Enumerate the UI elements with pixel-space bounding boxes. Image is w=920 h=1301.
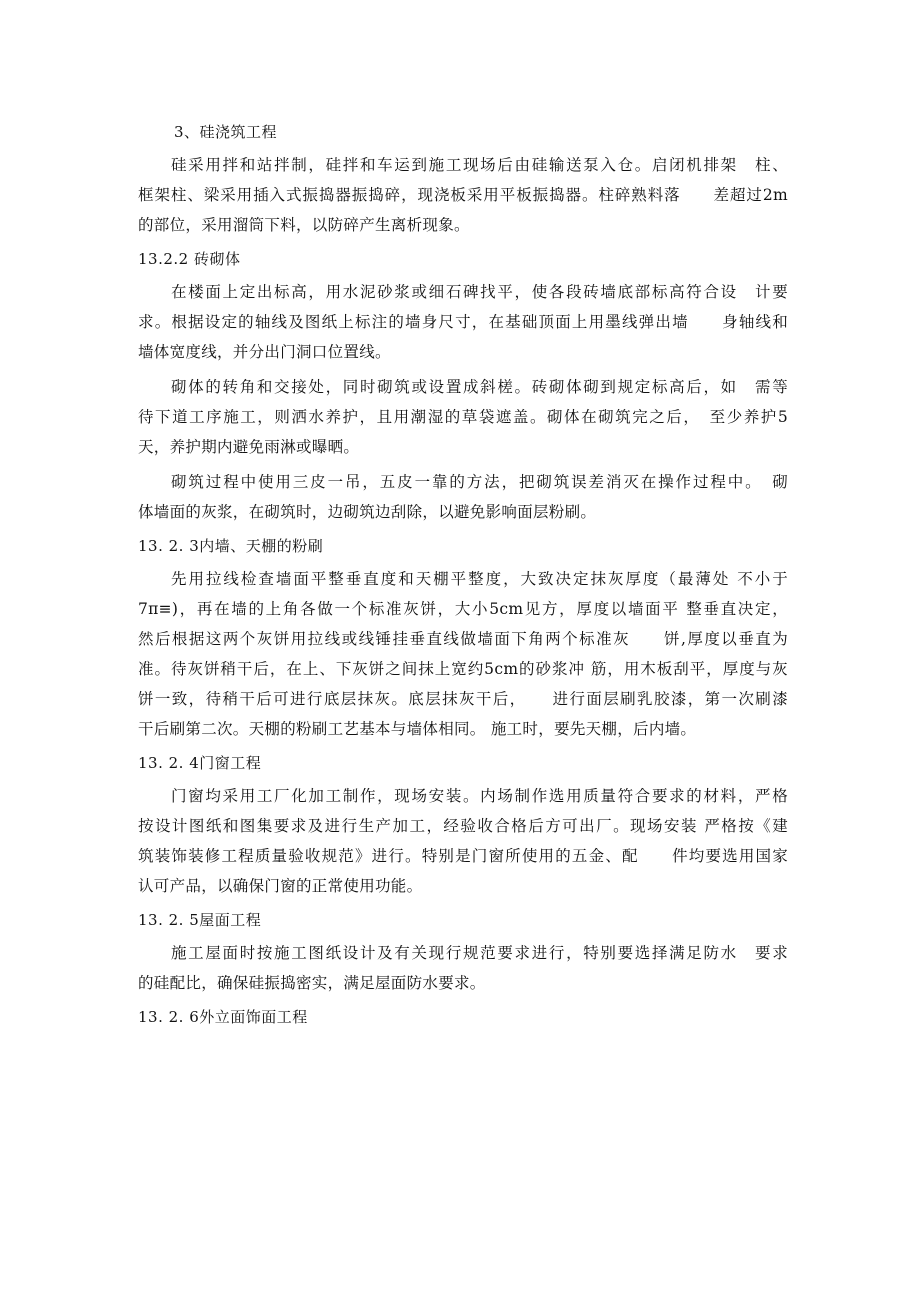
paragraph-line: 天，养护期内避免雨淋或曝晒。: [138, 438, 360, 456]
paragraph-line: 7π≡)，再在墙的上角各做一个标准灰饼，大小5cm见方，厚度以墙面平 整垂直决定，: [138, 600, 788, 618]
paragraph-line: 待下道工序施工，则洒水养护，且用潮湿的草袋遮盖。砌体在砌筑完之后， 至少养护5: [138, 408, 788, 426]
paragraph-line: 的部位，采用溜筒下料，以防碎产生离析现象。: [138, 216, 470, 234]
paragraph-line: 筑装饰装修工程质量验收规范》进行。特别是门窗所使用的五金、配 件均要选用国家: [138, 847, 788, 865]
section-heading: 3、硅浇筑工程: [174, 123, 278, 141]
paragraph: [138, 938, 788, 998]
paragraph-line: 按设计图纸和图集要求及进行生产加工，经验收合格后方可出厂。现场安装 严格按《建: [138, 817, 788, 835]
paragraph-line: 然后根据这两个灰饼用拉线或线锤挂垂直线做墙面下角两个标准灰 饼,厚度以垂直为: [138, 630, 788, 648]
paragraph: [138, 150, 788, 240]
section-heading: 13. 2. 5屋面工程: [138, 911, 262, 929]
section-heading: 13. 2. 6外立面饰面工程: [138, 1008, 308, 1026]
paragraph-line: 饼一致，待稍干后可进行底层抹灰。底层抹灰干后， 进行面层刷乳胶漆，第一次刷漆: [138, 690, 788, 708]
paragraph-line: 干后刷第二次。天棚的粉刷工艺基本与墙体相同。 施工时，要先天棚，后内墙。: [138, 720, 697, 738]
paragraph: [138, 564, 788, 744]
section-heading: 13. 2. 3内墙、天棚的粉刷: [138, 537, 324, 555]
paragraph-line: 先用拉线检查墙面平整垂直度和天棚平整度，大致决定抹灰厚度（最薄处 不小于: [171, 570, 788, 588]
paragraph-line: 施工屋面时按施工图纸设计及有关现行规范要求进行，特别要选择满足防水 要求: [171, 944, 788, 962]
paragraph-line: 硅采用拌和站拌制，硅拌和车运到施工现场后由硅输送泵入仓。启闭机排架 柱、: [171, 156, 788, 174]
paragraph: [138, 277, 788, 367]
paragraph-line: 门窗均采用工厂化加工制作，现场安装。内场制作选用质量符合要求的材料，严格: [171, 787, 788, 805]
paragraph-line: 砌体的转角和交接处，同时砌筑或设置成斜槎。砖砌体砌到规定标高后，如 需等: [171, 378, 788, 396]
section-heading: 13.2.2 砖砌体: [138, 250, 241, 268]
paragraph-line: 在楼面上定出标高，用水泥砂浆或细石碑找平，使各段砖墙底部标高符合设 计要: [171, 283, 788, 301]
paragraph-line: 体墙面的灰浆，在砌筑时，边砌筑边刮除，以避免影响面层粉刷。: [138, 503, 597, 521]
paragraph: [138, 781, 788, 901]
paragraph-line: 认可产品，以确保门窗的正常使用功能。: [138, 877, 423, 895]
paragraph-line: 墙体宽度线，并分出门洞口位置线。: [138, 343, 391, 361]
paragraph-line: 准。待灰饼稍干后，在上、下灰饼之间抹上宽约5cm的砂浆冲 筋，用木板刮平，厚度与灰: [138, 660, 788, 678]
section-heading: 13. 2. 4门窗工程: [138, 754, 262, 772]
document-body: [138, 118, 788, 1035]
paragraph: [138, 372, 788, 462]
paragraph-line: 的硅配比，确保硅振捣密实，满足屋面防水要求。: [138, 974, 486, 992]
paragraph-line: 框架柱、梁采用插入式振捣器振捣碎，现浇板采用平板振捣器。柱碎熟料落 差超过2m: [138, 186, 788, 204]
paragraph: [138, 467, 788, 527]
paragraph-line: 砌筑过程中使用三皮一吊，五皮一靠的方法，把砌筑误差消灭在操作过程中。 砌: [171, 473, 788, 491]
paragraph-line: 求。根据设定的轴线及图纸上标注的墙身尺寸，在基础顶面上用墨线弹出墙 身轴线和: [138, 313, 788, 331]
